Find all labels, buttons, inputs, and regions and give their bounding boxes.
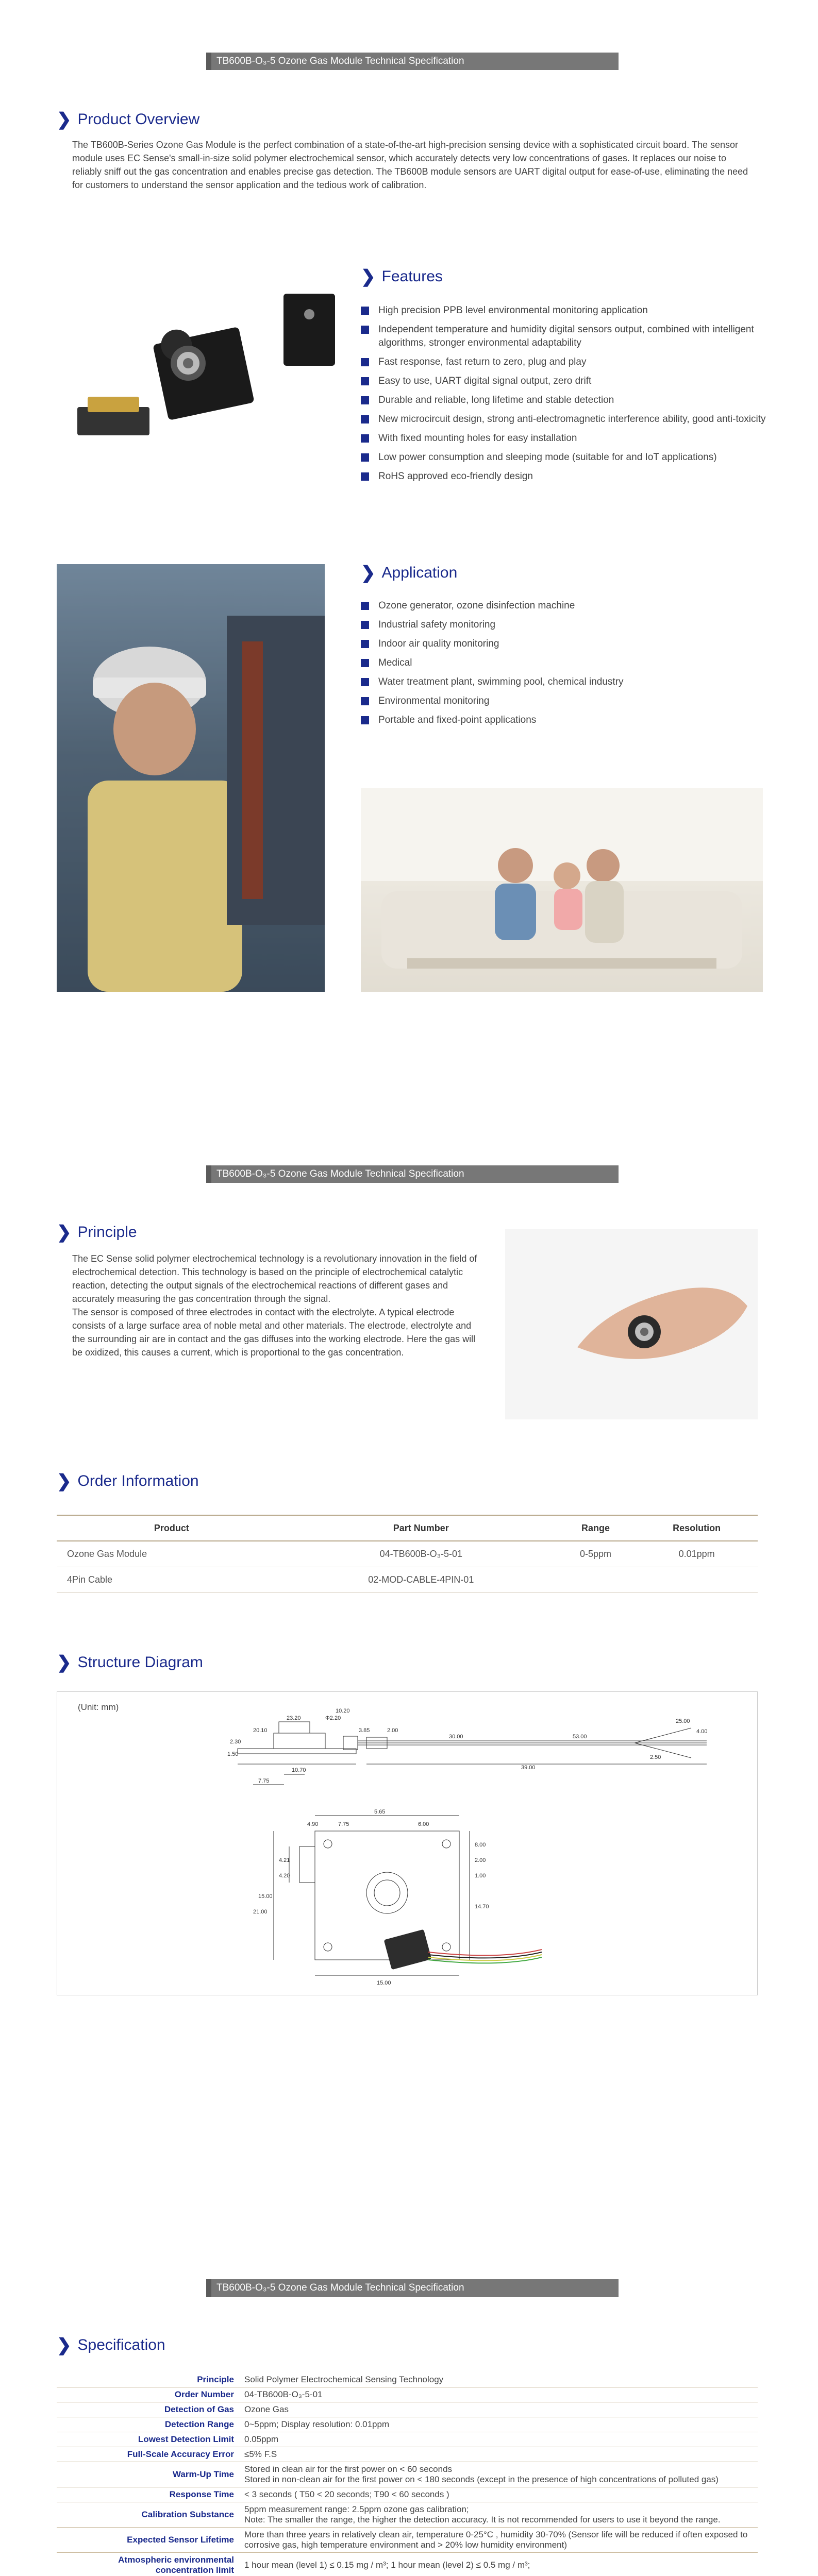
section-title: Product Overview [77, 111, 200, 128]
spec-row [57, 2387, 758, 2402]
dimension-label: 10.20 [336, 1708, 350, 1714]
dimension-label: Φ2.20 [325, 1715, 341, 1721]
spec-value: More than three years in relatively clean air, temperature 0-25°C , humidity 30-70% (Sensor life will be reduced if often exposed to corrosive gas, high temperature environment and > 20% low humidity environment) [237, 2528, 758, 2553]
spec-row [57, 2462, 758, 2487]
dimension-label: 10.70 [292, 1767, 306, 1773]
dimension-label: 2.00 [475, 1857, 486, 1863]
list-item: RoHS approved eco-friendly design [361, 470, 768, 483]
dimension-label: 5.65 [374, 1809, 386, 1815]
header-title: TB600B-O₃-5 Ozone Gas Module Technical Specification [216, 1168, 464, 1179]
table-row [57, 1567, 758, 1592]
sensor-in-hand-image [505, 1229, 758, 1419]
list-item: With fixed mounting holes for easy installation [361, 432, 768, 445]
section-heading-specification [57, 2336, 165, 2354]
list-item: Portable and fixed-point applications [361, 714, 768, 727]
dimension-label: 6.00 [418, 1821, 429, 1827]
spec-key: Detection of Gas [57, 2402, 237, 2417]
dimension-label: 2.00 [387, 1727, 398, 1734]
dimension-label: 8.00 [475, 1842, 486, 1848]
spec-row [57, 2487, 758, 2502]
page-header [206, 2279, 619, 2297]
dimension-label: 30.00 [449, 1734, 463, 1740]
list-item: New microcircuit design, strong anti-electromagnetic interference ability, good anti-toxicity [361, 413, 768, 426]
table-cell: 0-5ppm [556, 1541, 636, 1567]
table-cell: 02-MOD-CABLE-4PIN-01 [287, 1567, 556, 1592]
dimension-label: 7.75 [338, 1821, 349, 1827]
principle-text: The EC Sense solid polymer electrochemical technology is a revolutionary innovation in the field of electrochemical detection. This technology is based on the principle of electrochemical catalytic reaction, detecting the output signals of the electrochemical reactions of different gases and accurately measuring the gas concentration through the signal. The sensor is composed of three electrodes in contact with the electrolyte. A typical electrode consists of a large surface area of noble metal and other materials. The electrode, electrolyte and the surrounding air are in contact and the gas diffuses into the working electrode. Here the gas will be oxidized, this causes a current, which is proportional to the gas concentration. [72, 1253, 477, 1358]
spec-row [57, 2447, 758, 2462]
list-item: Low power consumption and sleeping mode (suitable for and IoT applications) [361, 451, 768, 464]
dimension-label: 53.00 [573, 1734, 587, 1740]
table-cell [636, 1567, 758, 1592]
features-list [361, 304, 768, 489]
section-heading-features [361, 268, 443, 285]
section-title: Structure Diagram [77, 1654, 203, 1671]
dimension-label: 25.00 [676, 1718, 690, 1724]
product-image [57, 258, 350, 474]
spec-row [57, 2432, 758, 2447]
order-table [57, 1515, 758, 1593]
dimension-label: 4.21 [279, 1857, 290, 1863]
column-header: Part Number [287, 1515, 556, 1541]
chevron-right-icon: ❯ [57, 2335, 72, 2355]
table-cell: Ozone Gas Module [57, 1541, 287, 1567]
chevron-right-icon: ❯ [361, 563, 376, 583]
page-header [206, 1165, 619, 1183]
overview-text: The TB600B-Series Ozone Gas Module is the perfect combination of a state-of-the-art high-precision sensing device with a sophisticated circuit board. The sensor module uses EC Sense's small-in-size solid polymer electrochemical sensor, which accurately detects very low concentrations of gases. It replaces our noise to reliably sniff out the gas concentration and enables precise gas detection. The TB600B module sensors are UART digital output for ease-of-use, eliminating the need for customers to understand the sensor application and the tedious work of calibration. [72, 140, 748, 190]
header-title: TB600B-O₃-5 Ozone Gas Module Technical Specification [216, 56, 464, 66]
section-title: Specification [77, 2336, 165, 2353]
table-cell: 0.01ppm [636, 1541, 758, 1567]
list-item: Durable and reliable, long lifetime and stable detection [361, 394, 768, 407]
application-list [361, 599, 768, 733]
spec-value: 0.05ppm [237, 2432, 758, 2447]
dimension-label: 2.30 [230, 1739, 241, 1745]
list-item: Environmental monitoring [361, 694, 768, 708]
dimension-label: 14.70 [475, 1904, 489, 1910]
unit-label: (Unit: mm) [78, 1702, 119, 1712]
spec-key: Order Number [57, 2387, 237, 2402]
section-title: Principle [77, 1224, 137, 1241]
section-title: Application [381, 564, 458, 581]
spec-key: Response Time [57, 2487, 237, 2502]
section-heading-principle [57, 1224, 137, 1241]
table-header-row [57, 1515, 758, 1541]
dimension-label: 4.00 [696, 1728, 708, 1735]
header-title: TB600B-O₃-5 Ozone Gas Module Technical Specification [216, 2282, 464, 2293]
list-item: Medical [361, 656, 768, 670]
spec-key: Detection Range [57, 2417, 237, 2432]
dimension-label: 15.00 [258, 1893, 273, 1900]
section-heading-structure [57, 1654, 203, 1671]
list-item: Easy to use, UART digital signal output, zero drift [361, 375, 768, 388]
list-item: Indoor air quality monitoring [361, 637, 768, 651]
spec-row [57, 2502, 758, 2528]
column-header: Resolution [636, 1515, 758, 1541]
dimension-label: 15.00 [377, 1980, 391, 1986]
section-heading-application [361, 564, 457, 582]
chevron-right-icon: ❯ [57, 1223, 72, 1242]
spec-value: Ozone Gas [237, 2402, 758, 2417]
specification-table [57, 2372, 758, 2576]
chevron-right-icon: ❯ [57, 110, 72, 129]
dimension-label: 2.50 [650, 1754, 661, 1760]
spec-key: Full-Scale Accuracy Error [57, 2447, 237, 2462]
spec-value: 04-TB600B-O₃-5-01 [237, 2387, 758, 2402]
dimension-label: 4.90 [307, 1821, 319, 1827]
dimension-label: 1.00 [475, 1873, 486, 1879]
dimension-label: 3.85 [359, 1727, 370, 1734]
list-item: Fast response, fast return to zero, plug and play [361, 355, 768, 369]
dimension-label: 4.20 [279, 1873, 290, 1879]
spec-row [57, 2417, 758, 2432]
dimension-label: 7.75 [258, 1778, 270, 1784]
spec-row [57, 2528, 758, 2553]
page-header [206, 53, 619, 70]
chevron-right-icon: ❯ [57, 1653, 72, 1672]
spec-key: Principle [57, 2372, 237, 2387]
spec-key: Expected Sensor Lifetime [57, 2528, 237, 2553]
dimension-label: 20.10 [253, 1727, 268, 1734]
industrial-worker-image [57, 564, 325, 992]
dimension-label: 39.00 [521, 1765, 536, 1771]
spec-row [57, 2553, 758, 2576]
list-item: Water treatment plant, swimming pool, chemical industry [361, 675, 768, 689]
section-heading-order [57, 1472, 199, 1490]
structure-diagram [57, 1691, 758, 1995]
dimension-label: 1.50 [227, 1751, 239, 1757]
column-header: Product [57, 1515, 287, 1541]
spec-value: 5ppm measurement range: 2.5ppm ozone gas calibration; Note: The smaller the range, the higher the detection accuracy. It is not recommended for users to use it beyond the range. [237, 2502, 758, 2528]
chevron-right-icon: ❯ [361, 267, 376, 286]
spec-value: 0~5ppm; Display resolution: 0.01ppm [237, 2417, 758, 2432]
section-title: Order Information [77, 1472, 199, 1489]
dimension-label: 23.20 [287, 1715, 301, 1721]
section-heading-overview [57, 111, 199, 128]
table-cell [556, 1567, 636, 1592]
spec-value: Stored in clean air for the first power on < 60 seconds Stored in non-clean air for the first power on < 180 seconds (except in the presence of high concentrations of polluted gas) [237, 2462, 758, 2487]
spec-value: < 3 seconds ( T50 < 20 seconds; T90 < 60 seconds ) [237, 2487, 758, 2502]
spec-row [57, 2372, 758, 2387]
spec-key: Lowest Detection Limit [57, 2432, 237, 2447]
family-living-room-image [361, 788, 763, 992]
list-item: Ozone generator, ozone disinfection machine [361, 599, 768, 613]
section-title: Features [381, 268, 443, 285]
column-header: Range [556, 1515, 636, 1541]
table-row [57, 1541, 758, 1567]
table-cell: 4Pin Cable [57, 1567, 287, 1592]
spec-row [57, 2402, 758, 2417]
spec-key: Atmospheric environmental concentration limit [57, 2553, 237, 2576]
list-item: High precision PPB level environmental monitoring application [361, 304, 768, 317]
spec-key: Calibration Substance [57, 2502, 237, 2528]
spec-key: Warm-Up Time [57, 2462, 237, 2487]
spec-value: ≤5% F.S [237, 2447, 758, 2462]
dimension-label: 21.00 [253, 1909, 268, 1915]
spec-value: 1 hour mean (level 1) ≤ 0.15 mg / m³; 1 hour mean (level 2) ≤ 0.5 mg / m³; [237, 2553, 758, 2576]
list-item: Independent temperature and humidity digital sensors output, combined with intelligent algorithms, stronger environmental adaptability [361, 323, 768, 350]
table-cell: 04-TB600B-O₃-5-01 [287, 1541, 556, 1567]
chevron-right-icon: ❯ [57, 1471, 72, 1491]
list-item: Industrial safety monitoring [361, 618, 768, 632]
spec-value: Solid Polymer Electrochemical Sensing Technology [237, 2372, 758, 2387]
